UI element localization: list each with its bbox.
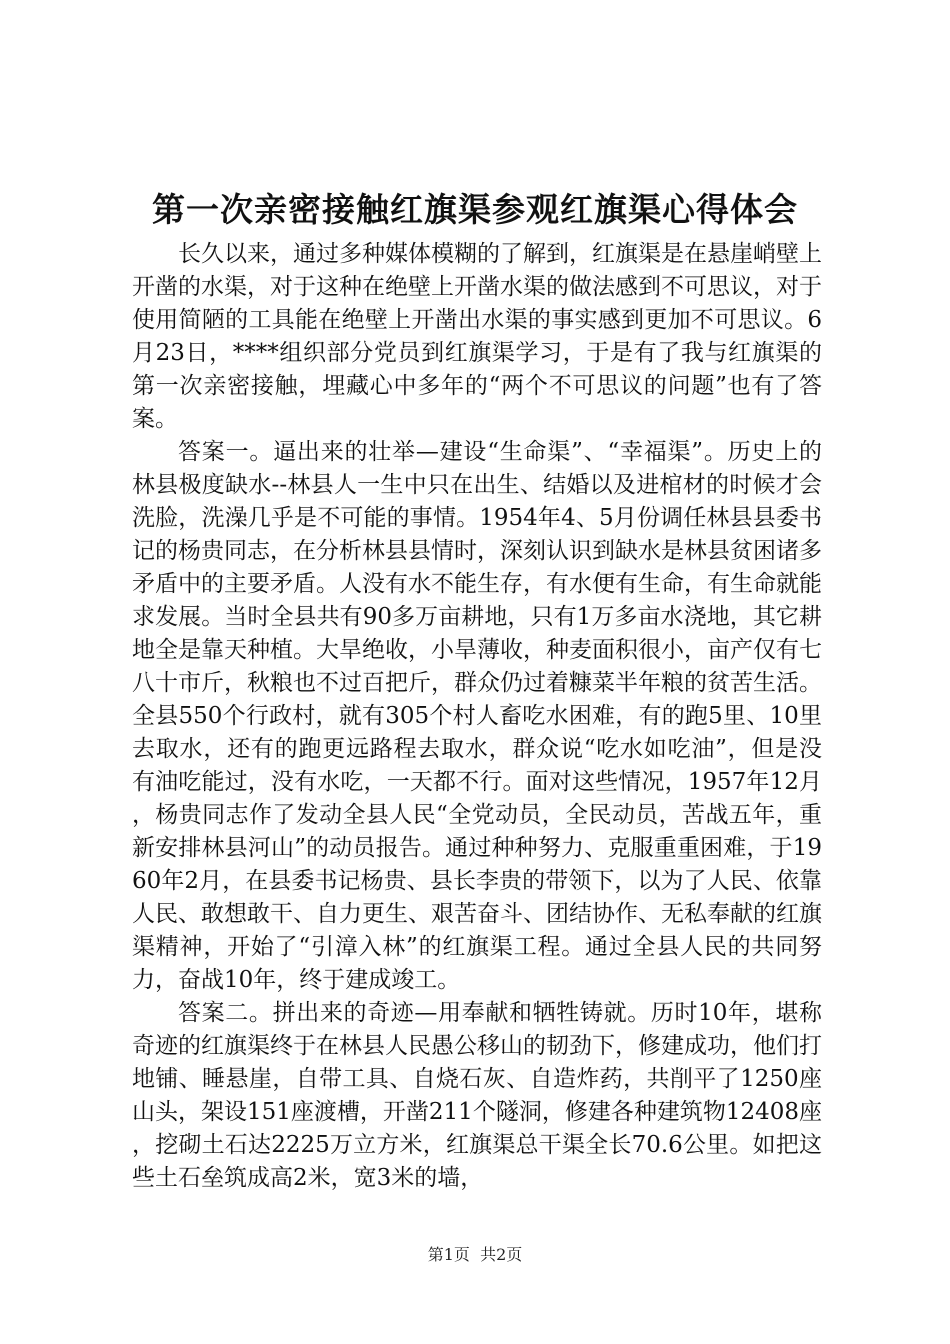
document-title: 第一次亲密接触红旗渠参观红旗渠心得体会 [152, 190, 798, 229]
footer-separator [470, 1245, 480, 1264]
document-body [132, 238, 822, 1195]
page-total: 共2页 [480, 1245, 523, 1264]
page-number: 第1页 [427, 1245, 470, 1264]
page-footer [0, 1244, 950, 1266]
paragraph-answer-two: 答案二。拼出来的奇迹—用奉献和牺牲铸就。历时10年，堪称奇迹的红旗渠终于在林县人民愚公移山的韧劲下，修建成功，他们打地铺、睡悬崖，自带工具、自烧石灰、自造炸药，共削平了1250座山头，架设151座渡槽，开凿211个隧洞，修建各种建筑物12408座，挖砌土石达2225万立方米，红旗渠总干渠全长70.6公里。如把这些土石垒筑成高2米，宽3米的墙， [132, 1000, 822, 1191]
paragraph-answer-one: 答案一。逼出来的壮举—建设“生命渠”、“幸福渠”。历史上的林县极度缺水--林县人一生中只在出生、结婚以及进棺材的时候才会洗脸，洗澡几乎是不可能的事情。1954年4、5月份调任林县县委书记的杨贵同志，在分析林县县情时，深刻认识到缺水是林县贫困诸多矛盾中的主要矛盾。人没有水不能生存，有水便有生命，有生命就能求发展。当时全县共有90多万亩耕地，只有1万多亩水浇地，其它耕地全是靠天种植。大旱绝收，小旱薄收，种麦面积很小，亩产仅有七八十市斤，秋粮也不过百把斤，群众仍过着糠菜半年粮的贫苦生活。全县550个行政村，就有305个村人畜吃水困难，有的跑5里、10里去取水，还有的跑更远路程去取水，群众说“吃水如吃油”，但是没有油吃能过，没有水吃，一天都不行。面对这些情况，1957年12月，杨贵同志作了发动全县人民“全党动员，全民动员，苦战五年，重新安排林县河山”的动员报告。通过种种努力、克服重重困难，于1960年2月，在县委书记杨贵、县长李贵的带领下，以为了人民、依靠人民、敢想敢干、自力更生、艰苦奋斗、团结协作、无私奉献的红旗渠精神，开始了“引漳入林”的红旗渠工程。通过全县人民的共同努力，奋战10年，终于建成竣工。 [132, 439, 822, 993]
paragraph-intro: 长久以来，通过多种媒体模糊的了解到，红旗渠是在悬崖峭壁上开凿的水渠，对于这种在绝壁上开凿水渠的做法感到不可思议，对于使用简陋的工具能在绝壁上开凿出水渠的事实感到更加不可思议。6月23日，****组织部分党员到红旗渠学习，于是有了我与红旗渠的第一次亲密接触，埋藏心中多年的“两个不可思议的问题”也有了答案。 [132, 241, 822, 432]
